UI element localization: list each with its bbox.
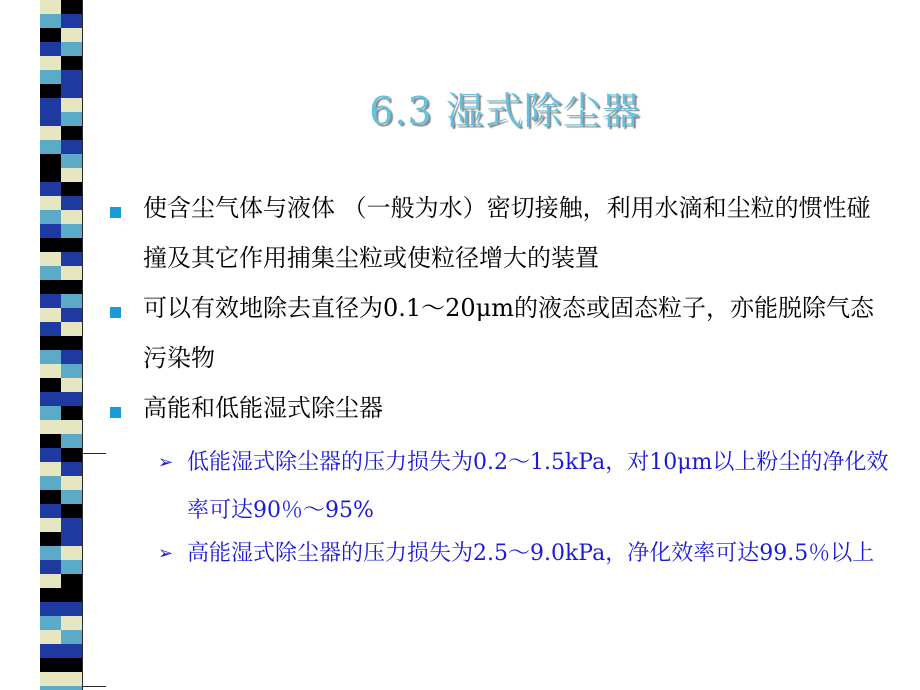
stripe-block xyxy=(61,28,82,42)
stripe-block xyxy=(61,658,82,672)
stripe-block xyxy=(61,364,82,378)
stripe-block xyxy=(61,266,82,280)
stripe-block xyxy=(40,490,61,504)
stripe-block xyxy=(61,210,82,224)
stripe-block xyxy=(40,644,61,658)
stripe-block xyxy=(61,588,82,602)
stripe-block xyxy=(61,476,82,490)
stripe-block xyxy=(40,280,61,294)
stripe-block xyxy=(61,378,82,392)
stripe-block xyxy=(40,350,61,364)
stripe-block xyxy=(40,602,61,616)
bullet-item-2: 可以有效地除去直径为0.1～20μm的液态或固态粒子，亦能脱除气态污染物 xyxy=(143,294,875,372)
stripe-block xyxy=(40,0,61,14)
stripe-block xyxy=(40,168,61,182)
stripe-block xyxy=(61,462,82,476)
stripe-block xyxy=(61,42,82,56)
stripe-block xyxy=(61,602,82,616)
stripe-block xyxy=(40,308,61,322)
stripe-block xyxy=(61,672,82,686)
stripe-block xyxy=(40,434,61,448)
stripe-block xyxy=(40,210,61,224)
stripe-block xyxy=(40,196,61,210)
bullet-item-1: 使含尘气体与液体 （一般为水）密切接触，利用水滴和尘粒的惯性碰撞及其它作用捕集尘粒或使粒径增大的装置 xyxy=(143,194,871,272)
stripe-block xyxy=(61,392,82,406)
stripe-block xyxy=(40,56,61,70)
stripe-block xyxy=(40,672,61,686)
stripe-block xyxy=(61,616,82,630)
stripe-block xyxy=(61,350,82,364)
stripe-block xyxy=(61,532,82,546)
stripe-block xyxy=(61,140,82,154)
stripe-block xyxy=(61,686,82,690)
stripe-block xyxy=(40,266,61,280)
stripe-block xyxy=(61,420,82,434)
stripe-block xyxy=(61,168,82,182)
stripe-block xyxy=(40,392,61,406)
stripe-block xyxy=(61,238,82,252)
stripe-block xyxy=(40,546,61,560)
stripe-block xyxy=(61,518,82,532)
stripe-block xyxy=(61,196,82,210)
bullet-item-3: 高能和低能湿式除尘器 xyxy=(143,394,383,422)
stripe-block xyxy=(61,336,82,350)
stripe-block xyxy=(40,336,61,350)
stripe-block xyxy=(40,238,61,252)
square-bullet-icon xyxy=(110,407,121,418)
stripe-block xyxy=(40,28,61,42)
stripe-block xyxy=(40,140,61,154)
stripe-block xyxy=(61,448,82,462)
stripe-block xyxy=(40,616,61,630)
stripe-block xyxy=(61,56,82,70)
stripe-block xyxy=(40,448,61,462)
stripe-block xyxy=(61,224,82,238)
stripe-block xyxy=(40,462,61,476)
stripe-block xyxy=(40,14,61,28)
stripe-block xyxy=(61,294,82,308)
stripe-block xyxy=(61,308,82,322)
stripe-block xyxy=(61,0,82,14)
stripe-block xyxy=(61,280,82,294)
stripe-block xyxy=(40,42,61,56)
stripe-block xyxy=(40,560,61,574)
stripe-block xyxy=(61,560,82,574)
stripe-block xyxy=(61,546,82,560)
stripe-block xyxy=(61,322,82,336)
stripe-block xyxy=(61,574,82,588)
sub-bullet-item-1: 低能湿式除尘器的压力损失为0.2～1.5kPa，对10μm以上粉尘的净化效率可达90％～95% xyxy=(187,450,889,523)
stripe-block xyxy=(40,224,61,238)
square-bullet-icon xyxy=(110,207,121,218)
slide-title: 6.3 湿式除尘器 xyxy=(369,89,641,133)
stripe-block xyxy=(40,322,61,336)
stripe-block xyxy=(61,154,82,168)
stripe-block xyxy=(61,406,82,420)
stripe-block xyxy=(40,574,61,588)
arrow-bullet-icon: ➢ xyxy=(158,452,174,473)
stripe-block xyxy=(40,504,61,518)
stripe-block xyxy=(61,644,82,658)
stripe-block xyxy=(40,154,61,168)
stripe-block xyxy=(61,182,82,196)
stripe-block xyxy=(40,658,61,672)
stripe-block xyxy=(40,364,61,378)
stripe-block xyxy=(61,14,82,28)
stripe-block xyxy=(40,378,61,392)
stripe-block xyxy=(61,434,82,448)
stripe-block xyxy=(61,504,82,518)
stripe-block xyxy=(40,420,61,434)
stripe-block xyxy=(40,588,61,602)
stripe-block xyxy=(40,532,61,546)
stripe-block xyxy=(40,686,61,690)
stripe-block xyxy=(40,182,61,196)
divider-tick xyxy=(82,453,106,454)
stripe-block xyxy=(40,630,61,644)
stripe-block xyxy=(61,630,82,644)
sub-bullet-item-2: 高能湿式除尘器的压力损失为2.5～9.0kPa，净化效率可达99.5％以上 xyxy=(187,541,875,566)
divider-tick xyxy=(82,686,106,687)
stripe-block xyxy=(61,490,82,504)
stripe-block xyxy=(40,518,61,532)
stripe-block xyxy=(40,476,61,490)
stripe-block xyxy=(61,252,82,266)
stripe-block xyxy=(40,252,61,266)
stripe-block xyxy=(40,294,61,308)
stripe-block xyxy=(40,406,61,420)
arrow-bullet-icon: ➢ xyxy=(158,543,174,564)
square-bullet-icon xyxy=(110,307,121,318)
